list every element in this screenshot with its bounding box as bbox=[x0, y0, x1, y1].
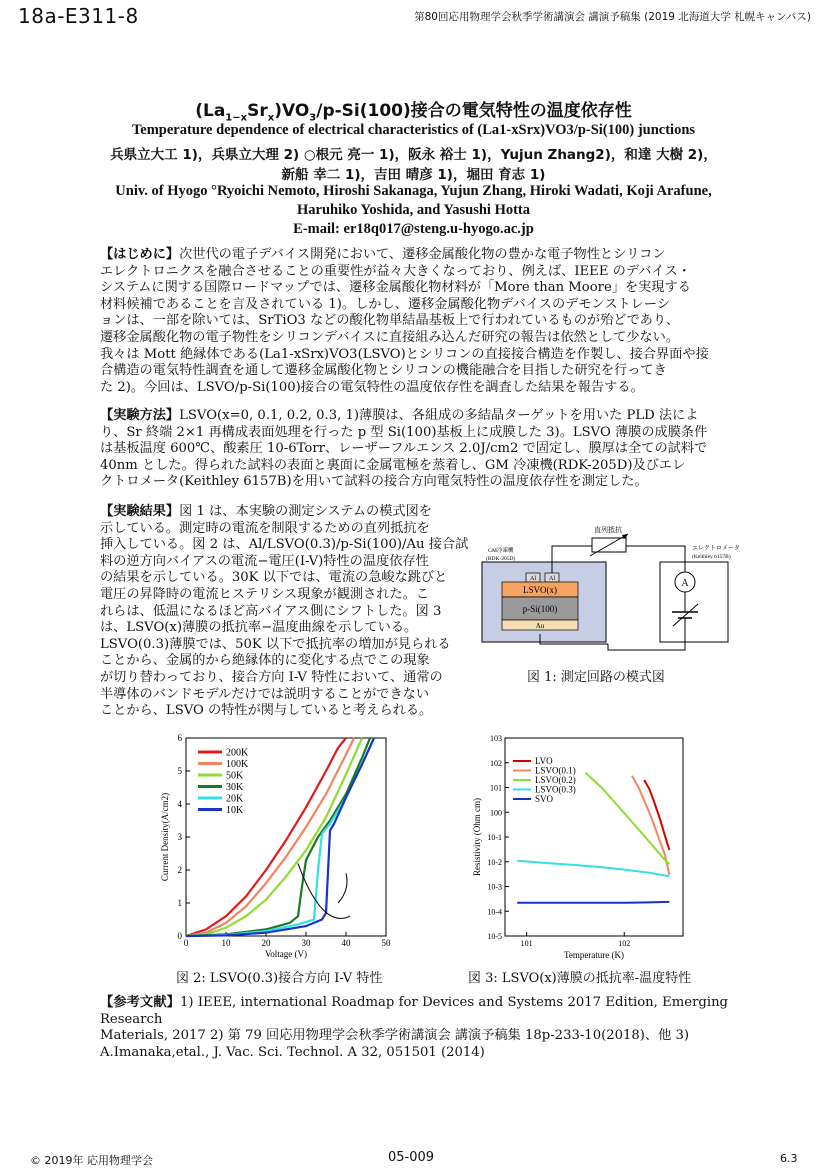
fig2-iv-chart bbox=[150, 728, 400, 968]
fig2-y-tick-label: 4 bbox=[177, 799, 182, 809]
fig3-series-line bbox=[517, 902, 669, 903]
results-line: 料の逆方向バイアスの電流−電圧(I-V)特性の温度依存性 bbox=[100, 553, 429, 569]
fig2-x-tick-label: 0 bbox=[183, 938, 189, 948]
results-line: ことから、金属的から絶縁体的に変化する点でこの現象 bbox=[100, 653, 430, 669]
results-line: ことから、LSVO の特性が関与していると考えられる。 bbox=[100, 703, 433, 719]
fig2-y-tick-label: 1 bbox=[177, 898, 182, 908]
fig1-si-label: p-Si(100) bbox=[522, 604, 558, 614]
footer-copyright: © 2019年 応用物理学会 bbox=[30, 1154, 153, 1167]
fig1-lsvo-label: LSVO(x) bbox=[523, 585, 557, 595]
fig3-y-tick-label: 10-2 bbox=[487, 857, 502, 867]
paper-code: 18a-E311-8 bbox=[18, 4, 139, 28]
fig1-electrometer-box bbox=[660, 562, 728, 642]
paper-title-ja: $(La_{1-x}Sr_x)VO_3/p-Si(100)$接合の電気特性の温度依存性 bbox=[195, 101, 632, 124]
footer-page-number: 6.3 bbox=[780, 1152, 798, 1165]
fig2-series-line bbox=[186, 738, 374, 936]
fig2-y-tick-label: 5 bbox=[177, 766, 182, 776]
intro-line: た 2)。今回は、LSVO/p-Si(100)接合の電気特性の温度依存性を調査した結果を報告する。 bbox=[100, 379, 644, 395]
fig2-hysteresis-arrow-down bbox=[298, 863, 350, 918]
fig3-y-tick-label: 10-5 bbox=[487, 932, 502, 941]
fig1-al-label-left: Al bbox=[530, 576, 536, 582]
intro-section bbox=[100, 247, 728, 396]
results-line: 挿入している。図 2 は、Al/LSVO(0.3)/p-Si(100)/Au 接合試 bbox=[100, 537, 469, 553]
fig3-x-tick-label: 102 bbox=[618, 939, 631, 948]
fig2-series-line bbox=[186, 738, 362, 936]
results-line: は、LSVO(x)薄膜の抵抗率−温度曲線を示している。 bbox=[100, 620, 418, 636]
fig3-y-tick-label: 101 bbox=[490, 783, 502, 793]
intro-line: システムに関する国際ロードマップでは、遷移金属酸化物材料が「More than Moore」を実現する bbox=[100, 280, 691, 296]
fig2-hysteresis-arrow-up bbox=[338, 873, 347, 903]
fig3-legend-label: LSVO(0.2) bbox=[535, 775, 576, 785]
fig2-legend-label: 50K bbox=[226, 770, 244, 782]
fig3-y-tick-label: 10-4 bbox=[487, 907, 502, 917]
fig1-resistor-label: 直列抵抗 bbox=[594, 526, 622, 534]
fig2-legend-label: 100K bbox=[226, 759, 249, 770]
fig2-legend-label: 200K bbox=[226, 747, 249, 759]
paper-title-en: Temperature dependence of electrical characteristics of (La1-xSrx)VO3/p-Si(100) junctions bbox=[131, 122, 696, 138]
fig3-y-tick-label: 100 bbox=[490, 808, 502, 818]
intro-line: 遷移金属酸化物の電子物性をシリコンデバイスに直接組み込んだ研究の報告は依然として少ない。 bbox=[100, 329, 680, 345]
methods-line: り、Sr 終端 2×1 再構成表面処理を行った p 型 Si(100)基板上に成膜した 3)。LSVO 薄膜の成膜条件 bbox=[100, 424, 708, 440]
fig2-legend-label: 30K bbox=[226, 782, 244, 793]
fig2-y-tick-label: 0 bbox=[177, 931, 182, 941]
fig3-y-tick-label: 10-1 bbox=[487, 833, 502, 842]
fig3-series-line bbox=[585, 773, 669, 865]
fig1-cryostat-label-1: GM冷凍機 bbox=[488, 548, 514, 554]
fig2-legend-label: 10K bbox=[226, 805, 244, 816]
intro-line: 次世代の電子デバイス開発において、遷移金属酸化物の豊かな電子物性とシリコン bbox=[179, 247, 666, 262]
fig3-series-line bbox=[517, 861, 669, 877]
fig3-y-tick-label: 10-3 bbox=[487, 882, 502, 892]
authors-ja-line2: 新船 幸二 1)，吉田 晴彦 1)，堀田 育志 1) bbox=[281, 167, 546, 183]
conference-name: 第80回応用物理学会秋季学術講演会 講演予稿集 (2019 北海道大学 札幌キャンパス) bbox=[414, 11, 811, 23]
fig1-ammeter-label: A bbox=[681, 578, 689, 589]
methods-section bbox=[100, 408, 728, 491]
intro-line: 合構造の電気特性調査を通して遷移金属酸化物とシリコンの機能融合を目指した研究を行ってき bbox=[100, 363, 667, 379]
intro-line: ョンは、一部を除いては、SrTiO3 などの酸化物単結晶基板上で行われているものが殆どであり、 bbox=[100, 313, 680, 329]
fig2-x-tick-label: 30 bbox=[301, 938, 311, 948]
fig2-y-tick-label: 3 bbox=[177, 832, 182, 842]
fig2-series-line bbox=[186, 738, 370, 936]
fig1-meter-label-1: エレクトロメータ bbox=[692, 546, 740, 552]
reference-line: 1) IEEE, international Roadmap for Devices and Systems 2017 Edition, Emerging Research bbox=[100, 995, 728, 1027]
intro-line: 材料候補であることを言及されている 1)。しかし、遷移金属酸化物デバイスのデモンストレーシ bbox=[100, 296, 671, 312]
intro-line: エレクトロニクスを融合させることの重要性が益々大きくなっており、例えば、IEEE のデバイス・ bbox=[100, 263, 691, 279]
results-line: 電圧の昇降時の電流ヒステリシス現象が観測された。こ bbox=[100, 586, 430, 602]
intro-line: 我々は Mott 絶縁体である(La1-xSrx)VO3(LSVO)とシリコンの直接接合構造を作製し、接合界面や接 bbox=[100, 346, 709, 362]
fig3-y-axis-label: Resistivity (Ohm cm) bbox=[472, 798, 482, 876]
fig2-y-tick-label: 2 bbox=[177, 865, 182, 875]
results-line: 半導体のバンドモデルだけでは説明することができない bbox=[100, 686, 430, 702]
fig3-x-tick-label: 101 bbox=[520, 939, 533, 948]
fig2-plot-frame bbox=[186, 738, 386, 936]
fig3-resistivity-chart bbox=[465, 728, 715, 968]
methods-heading: 【実験方法】 bbox=[100, 408, 180, 423]
authors-en-line1: Univ. of Hyogo °Ryoichi Nemoto, Hiroshi Sakanaga, Yujun Zhang, Hiroki Wadati, Koji Arafune, bbox=[115, 183, 712, 199]
results-line: 図 1 は、本実験の測定システムの模式図を bbox=[179, 504, 432, 519]
fig2-x-tick-label: 10 bbox=[221, 938, 231, 948]
reference-line: A.Imanaka,etal., J. Vac. Sci. Technol. A 32, 051501 (2014) bbox=[100, 1044, 485, 1060]
references-section bbox=[100, 995, 728, 1061]
fig3-legend-label: SVO bbox=[535, 794, 554, 804]
footer-page-id: 05-009 bbox=[388, 1150, 435, 1165]
results-line: の結果を示している。30K 以下では、電流の急峻な跳びと bbox=[100, 570, 448, 586]
fig2-caption: 図 2: LSVO(0.3)接合方向 I-V 特性 bbox=[176, 971, 383, 986]
fig2-x-tick-label: 40 bbox=[341, 938, 351, 948]
methods-line: クトロメータ(Keithley 6157B)を用いて試料の接合方向電気特性の温度依存性を測定した。 bbox=[100, 474, 648, 490]
fig3-plot-frame bbox=[505, 738, 683, 936]
results-section bbox=[100, 504, 472, 720]
results-line: 示している。測定時の電流を制限するための直列抵抗を bbox=[100, 520, 430, 536]
fig2-x-axis-label: Voltage (V) bbox=[264, 949, 308, 959]
fig1-meter-label-2: (Keithley 6157B) bbox=[692, 554, 731, 560]
fig1-al-label-right: Al bbox=[549, 576, 555, 582]
fig3-y-tick-label: 102 bbox=[490, 758, 502, 768]
fig2-y-axis-label: Current Density(A/cm2) bbox=[160, 792, 170, 882]
references-heading: 【参考文献】 bbox=[100, 995, 180, 1010]
authors-en-line2: Haruhiko Yoshida, and Yasushi Hotta bbox=[296, 202, 531, 218]
fig3-caption: 図 3: LSVO(x)薄膜の抵抗率-温度特性 bbox=[468, 971, 692, 986]
fig2-series-line bbox=[186, 738, 374, 936]
fig2-x-tick-label: 50 bbox=[381, 938, 391, 948]
authors-ja-line1: 兵県立大工 1)，兵県立大理 2) ○根元 亮一 1)，阪永 裕士 1)，Yujun Zhang2)，和達 大樹 2)， bbox=[110, 147, 717, 163]
fig2-x-tick-label: 20 bbox=[261, 938, 271, 948]
methods-line: は基板温度 600℃、酸素圧 10-6Torr、レーザーフルエンス 2.0J/cm2 で固定し、膜厚は全ての試料で bbox=[100, 441, 708, 457]
intro-heading: 【はじめに】 bbox=[100, 247, 180, 262]
fig2-y-tick-label: 6 bbox=[177, 733, 182, 743]
fig3-x-axis-label: Temperature (K) bbox=[563, 950, 625, 960]
fig2-legend-label: 20K bbox=[226, 793, 244, 805]
fig1-circuit-diagram bbox=[480, 520, 780, 660]
fig3-y-tick-label: 103 bbox=[490, 734, 502, 743]
results-line: れらは、低温になるほど高バイアス側にシフトした。図 3 bbox=[100, 603, 442, 619]
results-line: が切り替わっており、接合方向 I-V 特性において、通常の bbox=[100, 669, 443, 685]
fig3-legend-label: LSVO(0.1) bbox=[535, 765, 576, 776]
fig1-au-label: Au bbox=[535, 622, 545, 630]
methods-line: LSVO(x=0, 0.1, 0.2, 0.3, 1)薄膜は、各組成の多結晶ターゲットを用いた PLD 法によ bbox=[179, 408, 699, 423]
results-line: LSVO(0.3)薄膜では、50K 以下で抵抗率の増加が見られる bbox=[100, 636, 451, 652]
fig3-legend-label: LVO bbox=[535, 756, 553, 766]
fig3-legend-label: LSVO(0.3) bbox=[535, 784, 576, 795]
reference-line: Materials, 2017 2) 第 79 回応用物理学会秋季学術講演会 講演予稿集 18p-233-10(2018)、他 3) bbox=[100, 1028, 690, 1044]
results-heading: 【実験結果】 bbox=[100, 504, 180, 519]
email: E-mail: er18q017@steng.u-hyogo.ac.jp bbox=[293, 221, 534, 237]
methods-line: 40nm とした。得られた試料の表面と裏面に金属電極を蒸着し、GM 冷凍機(RDK-205D)及びエレ bbox=[100, 457, 686, 473]
fig1-caption: 図 1: 測定回路の模式図 bbox=[527, 670, 665, 685]
fig1-cryostat-label-2: (RDK-205D) bbox=[486, 556, 516, 562]
